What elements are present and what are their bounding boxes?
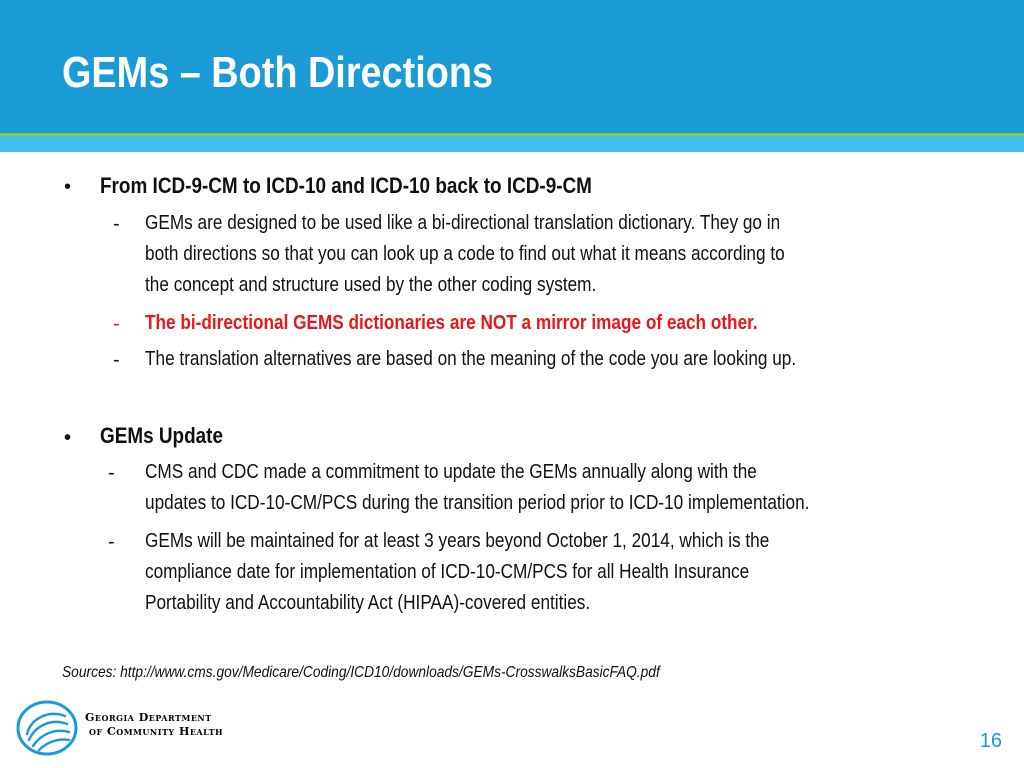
dash-marker: - <box>108 531 115 553</box>
text-line: compliance date for implementation of ICD-10-CM/PCS for all Health Insurance <box>145 561 750 583</box>
text-line: both directions so that you can look up a code to find out what it means according to <box>145 243 785 265</box>
sub-item-translation-dictionary <box>145 208 785 301</box>
org-name-line2: of Community Health <box>89 725 224 738</box>
dash-marker: - <box>113 349 120 371</box>
text-line: GEMs are designed to be used like a bi-directional translation dictionary. They go in <box>145 212 781 234</box>
text-line: the concept and structure used by the other coding system. <box>145 274 597 296</box>
sub-item-annual-update <box>145 457 809 519</box>
org-name <box>85 711 223 739</box>
text-line: CMS and CDC made a commitment to update the GEMs annually along with the <box>145 461 757 483</box>
text-line: The translation alternatives are based on the meaning of the code you are looking up. <box>145 348 797 370</box>
text-line: Portability and Accountability Act (HIPAA)-covered entities. <box>145 592 591 614</box>
dash-marker: - <box>108 462 115 484</box>
light-blue-divider-stripe <box>0 136 1024 152</box>
bullet-heading-directions: From ICD-9-CM to ICD-10 and ICD-10 back to ICD-9-CM <box>100 173 592 198</box>
sub-item-not-mirror-image <box>145 308 758 339</box>
slide-title: GEMs – Both Directions <box>62 48 494 97</box>
swirl-logo-icon <box>15 698 81 763</box>
text-line: updates to ICD-10-CM/PCS during the transition period prior to ICD-10 implementation. <box>145 492 810 514</box>
sub-item-maintenance-period <box>145 526 769 619</box>
sources-citation: Sources: http://www.cms.gov/Medicare/Coding/ICD10/downloads/GEMs-CrosswalksBasicFAQ.pdf <box>62 664 660 681</box>
text-line: GEMs will be maintained for at least 3 years beyond October 1, 2014, which is the <box>145 530 770 552</box>
bullet-marker: • <box>64 176 72 198</box>
sub-item-translation-alternatives <box>145 344 796 375</box>
bullet-heading-gems-update: GEMs Update <box>100 423 224 448</box>
dash-marker: - <box>113 313 120 335</box>
dash-marker: - <box>113 213 120 235</box>
bullet-marker: • <box>64 427 72 449</box>
text-line: The bi-directional GEMS dictionaries are NOT a mirror image of each other. <box>145 312 758 334</box>
page-number: 16 <box>979 730 1002 752</box>
title-bar <box>0 0 1024 133</box>
org-name-line1: Georgia Department <box>85 711 212 724</box>
